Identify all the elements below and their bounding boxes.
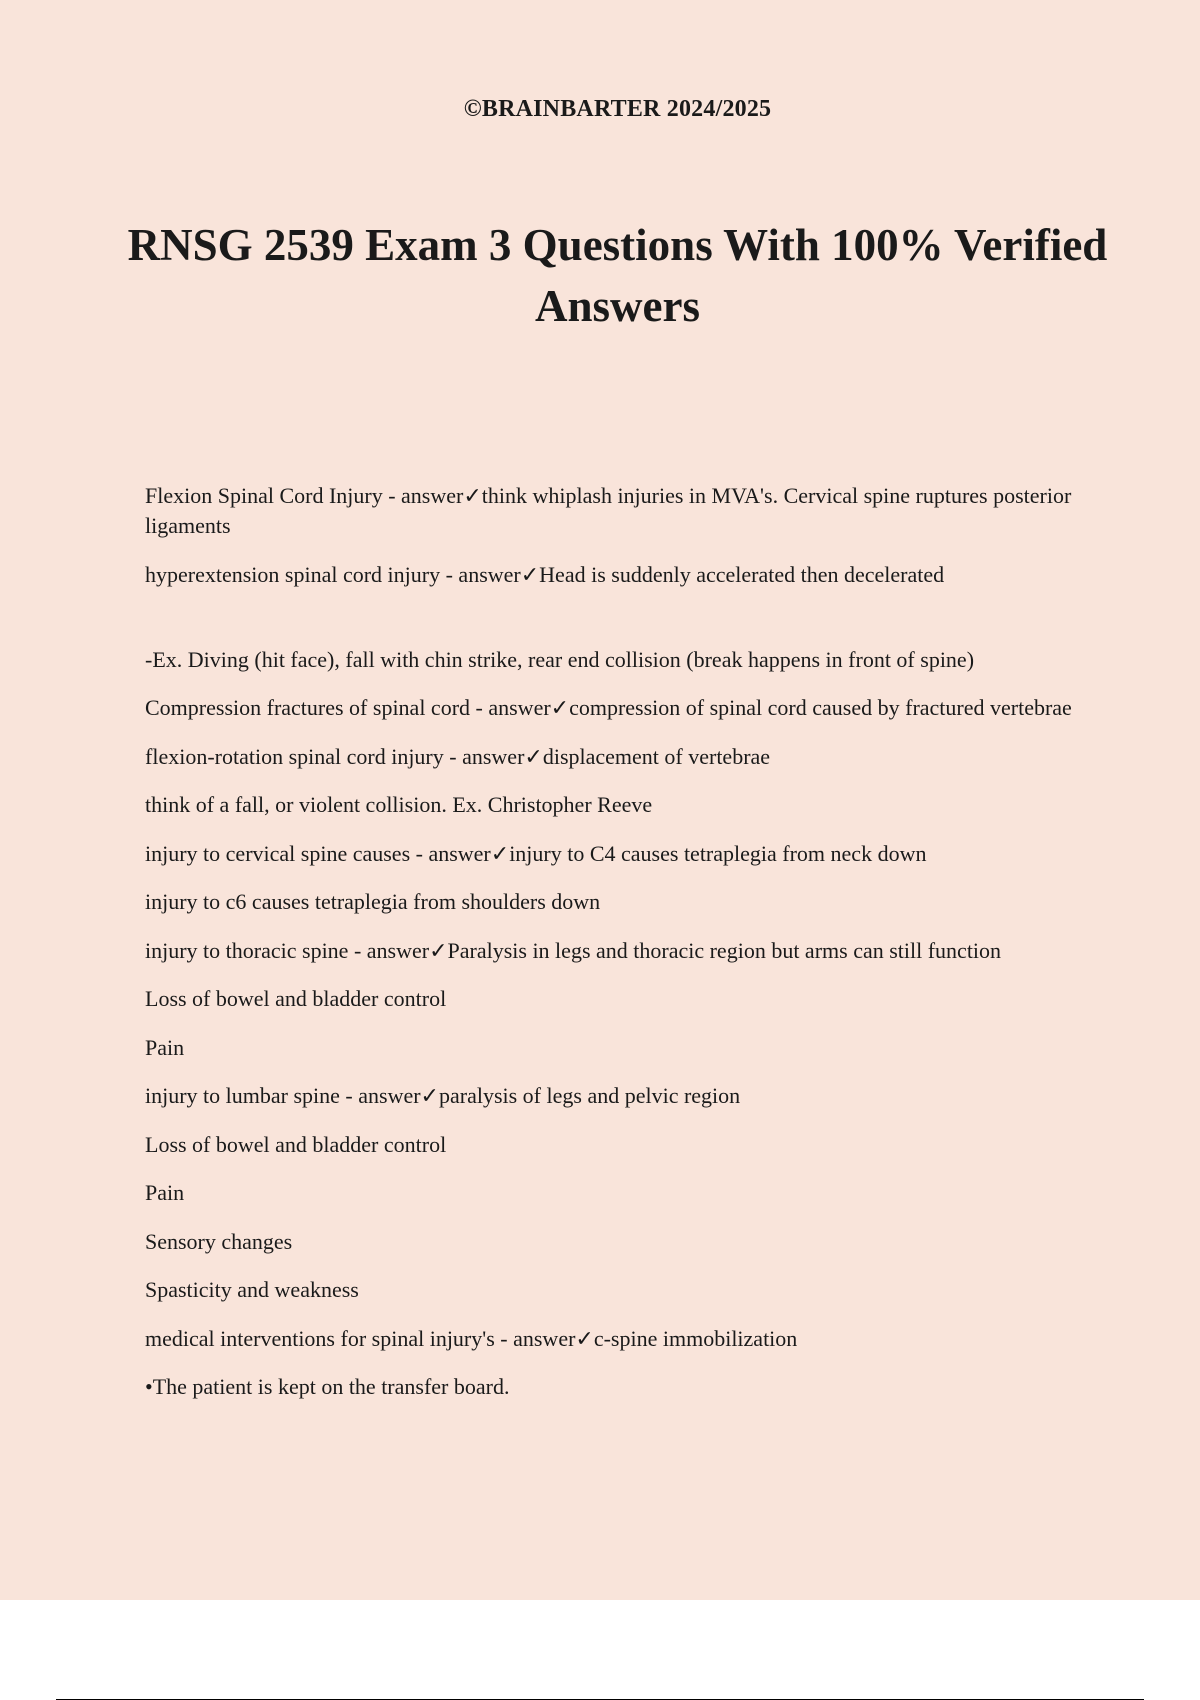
- text-line: Pain: [145, 1180, 185, 1205]
- text-line: injury to lumbar spine - answer✓paralysis of legs and pelvic region: [145, 1083, 741, 1108]
- text-line: Loss of bowel and bladder control: [145, 1131, 447, 1157]
- text-line: Flexion Spinal Cord Injury - answer✓think whiplash injuries in MVA's. Cervical spine ruptures posterior ligaments: [145, 483, 1072, 538]
- copyright-header: ©BRAINBARTER 2024/2025: [463, 96, 772, 122]
- text-line: Spasticity and weakness: [145, 1277, 359, 1302]
- text-line: Sensory changes: [145, 1228, 293, 1254]
- text-line: injury to c6 causes tetraplegia from shoulders down: [145, 889, 601, 914]
- text-line: Loss of bowel and bladder control: [145, 986, 447, 1011]
- document-body: [145, 481, 1100, 1421]
- text-line: medical interventions for spinal injury's - answer✓c-spine immobilization: [145, 1325, 798, 1351]
- document-title: RNSG 2539 Exam 3 Questions With 100% Verified Answers: [127, 220, 1108, 331]
- text-line: •The patient is kept on the transfer board.: [145, 1374, 510, 1399]
- text-line: -Ex. Diving (hit face), fall with chin strike, rear end collision (break happens in front of spine): [145, 646, 975, 672]
- text-line: Compression fractures of spinal cord - answer✓compression of spinal cord caused by fractured vertebrae: [145, 695, 1072, 720]
- text-line: flexion-rotation spinal cord injury - answer✓displacement of vertebrae: [145, 743, 771, 769]
- text-line: Pain: [145, 1034, 185, 1060]
- text-line: injury to thoracic spine - answer✓Paralysis in legs and thoracic region but arms can still function: [145, 937, 1002, 963]
- text-line: hyperextension spinal cord injury - answer✓Head is suddenly accelerated then decelerated: [145, 561, 945, 587]
- text-line: injury to cervical spine causes - answer✓injury to C4 causes tetraplegia from neck down: [145, 840, 927, 866]
- text-line: think of a fall, or violent collision. Ex. Christopher Reeve: [145, 792, 653, 817]
